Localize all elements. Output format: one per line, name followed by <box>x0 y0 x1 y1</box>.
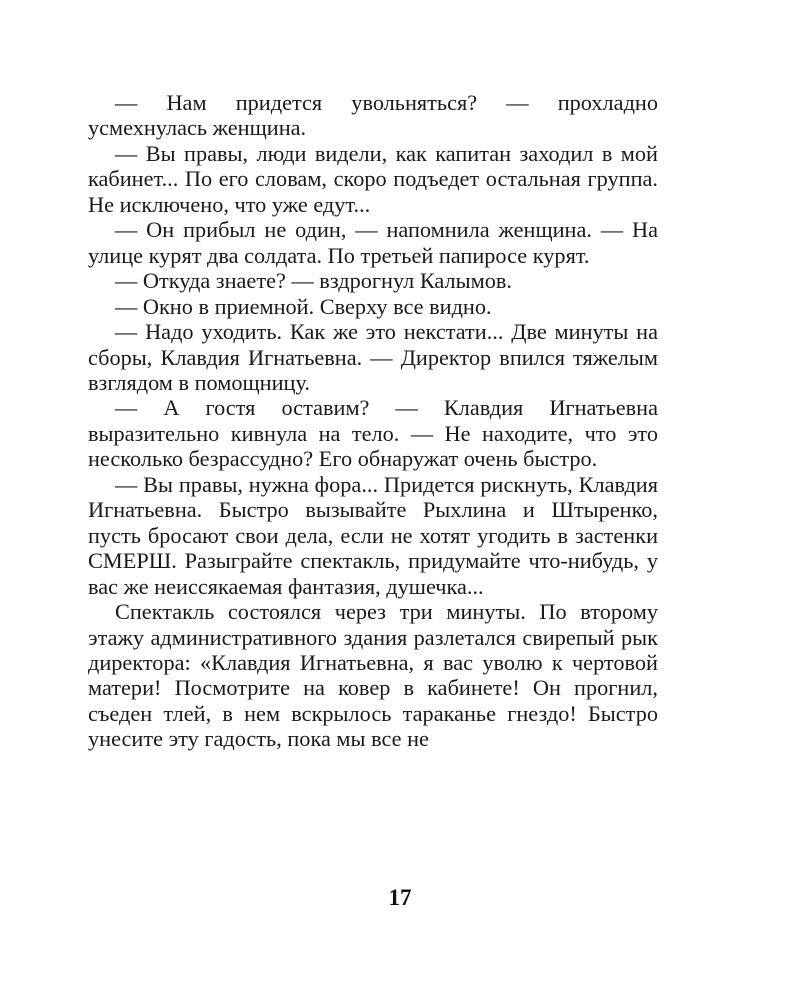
paragraph-6: — Надо уходить. Как же это некстати... Две минуты на сборы, Клавдия Игнатьевна. — Директор впился тяжелым взглядом в помощницу. <box>88 319 658 395</box>
paragraph-3: — Он прибыл не один, — напомнила женщина. — На улице курят два солдата. По третьей папиросе курят. <box>88 217 658 268</box>
paragraph-8: — Вы правы, нужна фора... Придется рискнуть, Клавдия Игнатьевна. Быстро вызывайте Рыхлина и Штыренко, пусть бросают свои дела, если не хотят угодить в застенки СМЕРШ. Разыграйте спектакль, придумайте что-нибудь, у вас же неиссякаемая фантазия, душечка... <box>88 471 658 599</box>
paragraph-5: — Окно в приемной. Сверху все видно. <box>115 293 492 319</box>
paragraph-7: — А гостя оставим? — Клавдия Игнатьевна выразительно кивнула на тело. — Не находите, что это несколько безрассудно? Его обнаружат очень быстро. <box>88 395 658 472</box>
page-body <box>88 90 658 752</box>
paragraph-1: — Нам придется увольняться? — прохладно усмехнулась женщина. <box>88 90 658 141</box>
paragraph-2: — Вы правы, люди видели, как капитан заходил в мой кабинет... По его словам, скоро подъедет остальная группа. Не исключено, что уже едут... <box>88 140 658 217</box>
paragraph-4: — Откуда знаете? — вздрогнул Калымов. <box>115 268 512 294</box>
paragraph-9: Спектакль состоялся через три минуты. По второму этажу административного здания разлетался свирепый рык директора: «Клавдия Игнатьевна, я вас уволю к чертовой матери! Посмотрите на ковер в кабинете! Он прогнил, съеден тлей, в нем вскрылось тараканье гнездо! Быстро унесите эту гадость, пока мы все не <box>88 599 658 752</box>
page-number: 17 <box>388 885 412 910</box>
